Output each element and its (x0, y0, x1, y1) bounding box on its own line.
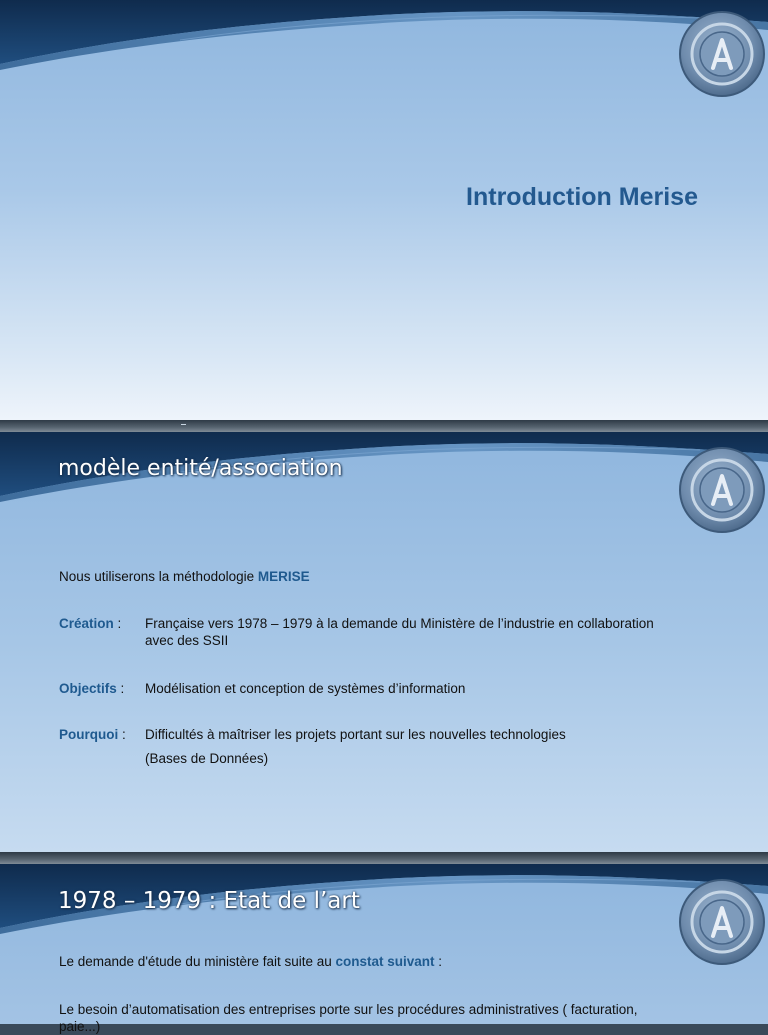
desc-line: Difficultés à maîtriser les projets portant sur les nouvelles technologies (145, 727, 566, 742)
desc-line: (Bases de Données) (145, 751, 269, 766)
intro-text: Nous utiliserons la méthodologie (59, 569, 258, 584)
intro-highlight: constat suivant (335, 954, 435, 969)
label-objectifs (59, 680, 124, 697)
label-pourquoi-text: Pourquoi (59, 727, 119, 742)
label-creation-text: Création (59, 616, 114, 631)
slide-divider (0, 852, 768, 864)
logo-icon (678, 10, 766, 98)
logo-icon (678, 878, 766, 966)
label-objectifs-text: Objectifs (59, 681, 117, 696)
slide-heading: 1978 – 1979 : Etat de l’art (58, 888, 360, 914)
slide-etat-art (0, 864, 768, 1034)
desc-objectifs (145, 680, 715, 697)
slide-number-mark (181, 424, 186, 425)
intro-highlight: MERISE (257, 569, 310, 584)
desc-line: Modélisation et conception de systèmes d’information (145, 681, 466, 696)
desc-line: avec des SSII (145, 633, 229, 648)
label-pourquoi (59, 726, 126, 743)
intro-line (59, 568, 310, 585)
desc-creation (145, 615, 715, 649)
paragraph (59, 1001, 719, 1035)
slide-heading: modèle entité/association (58, 456, 343, 481)
label-separator: : (118, 727, 126, 742)
label-separator: : (113, 616, 122, 631)
label-creation (59, 615, 121, 632)
paragraph-line: Le besoin d’automatisation des entreprises porte sur les procédures administratives ( facturation, (59, 1002, 638, 1017)
desc-pourquoi (145, 726, 715, 767)
paragraph-line: paie...) (59, 1019, 101, 1034)
slide-title-text: Introduction Merise (466, 183, 698, 211)
slide-merise (0, 432, 768, 852)
label-separator: : (116, 681, 125, 696)
intro-text: Le demande d'étude du ministère fait suite au (59, 954, 336, 969)
intro-end: : (434, 954, 443, 969)
intro-line (59, 953, 442, 970)
logo-icon (678, 446, 766, 534)
slide-divider (0, 420, 768, 432)
header-wave (0, 0, 768, 70)
slide-title (0, 0, 768, 420)
desc-line: Française vers 1978 – 1979 à la demande du Ministère de l’industrie en collaboration (145, 616, 654, 631)
